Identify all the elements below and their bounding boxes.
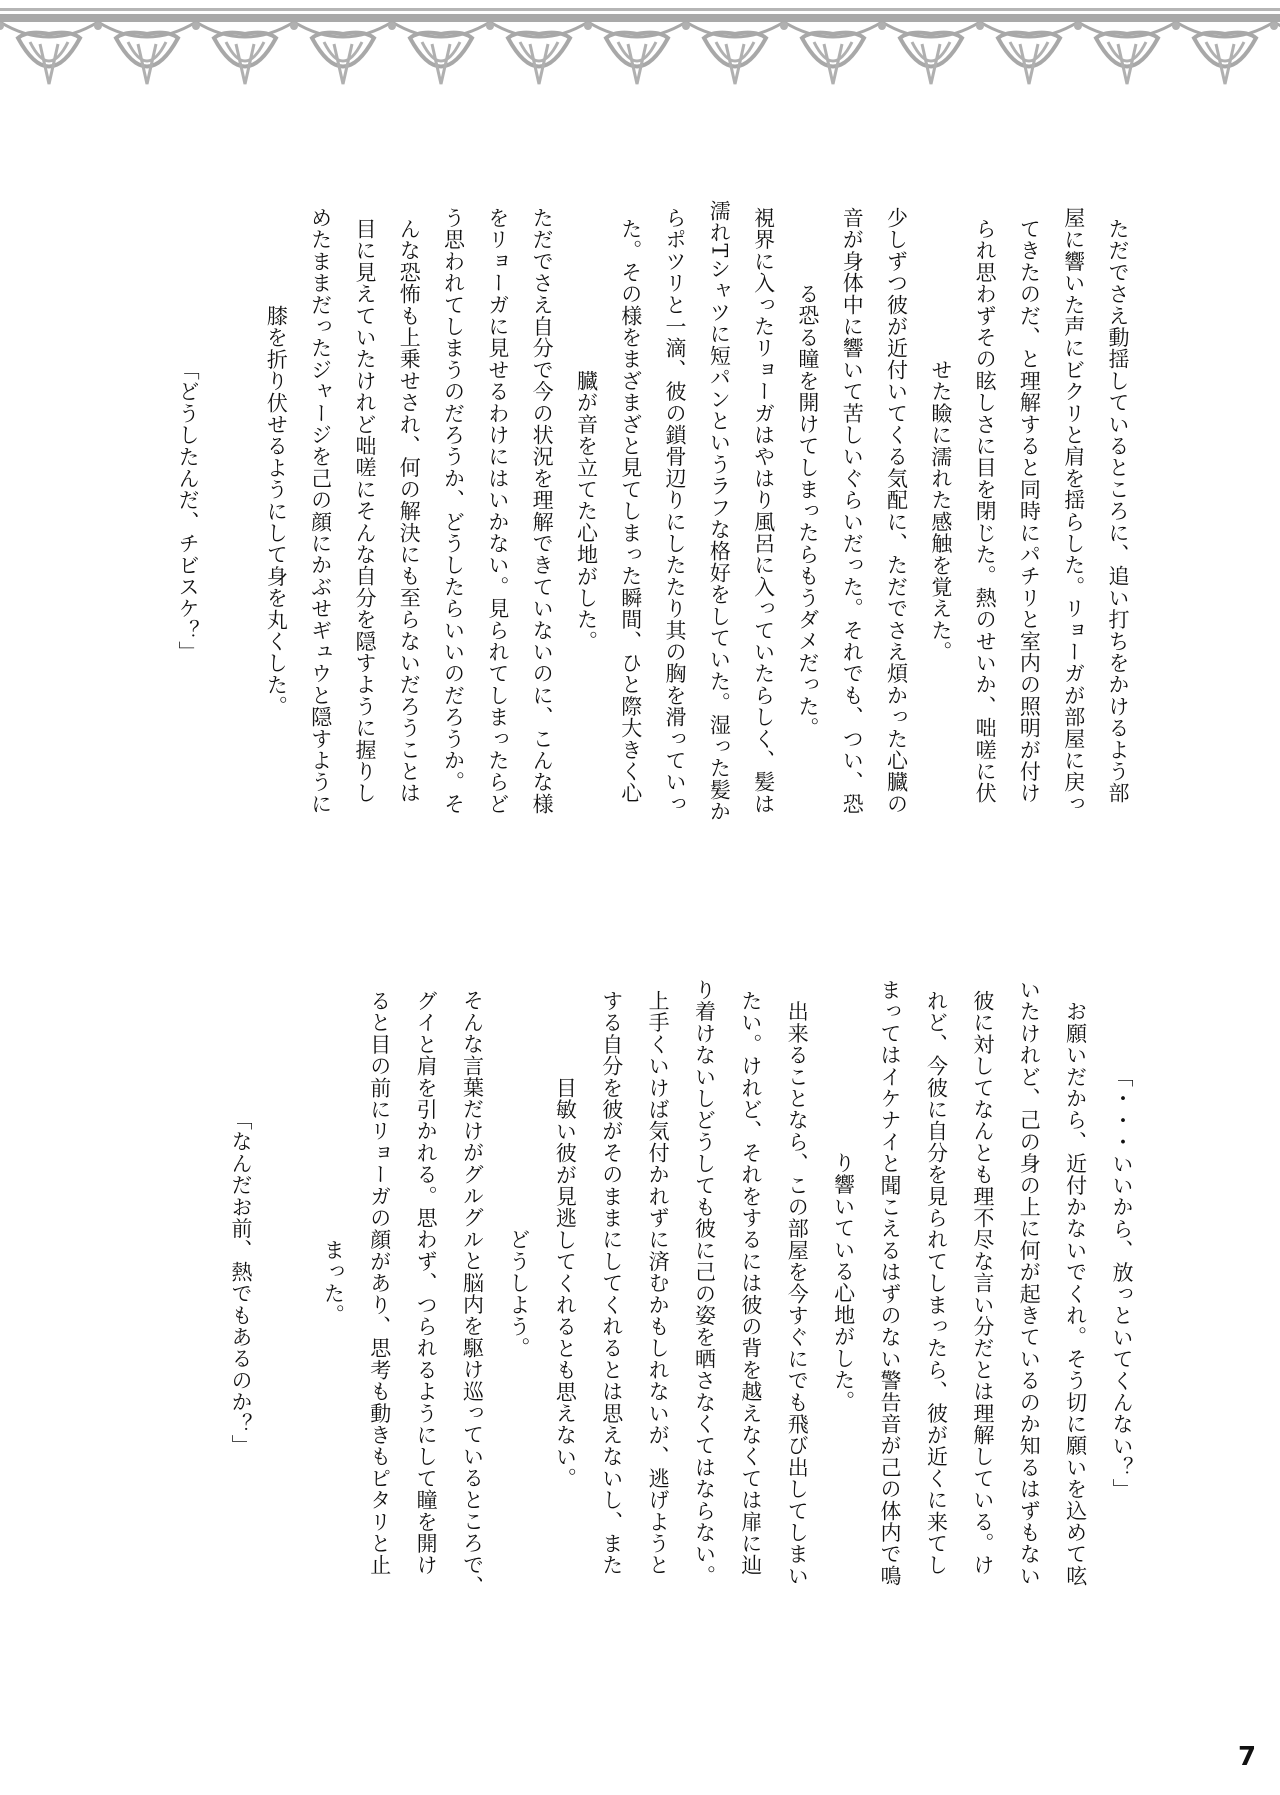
- text-column: らポツリと一滴、彼の鎖骨辺りにしたたり其の胸を滑っていっ: [663, 207, 688, 815]
- text-column: いたけれど、己の身の上に何が起きているのか知るはずもない: [1017, 978, 1042, 1587]
- text-column: 彼に対してなんとも理不尽な言い分だとは理解している。け: [970, 989, 995, 1576]
- text-column: どうしよう。: [506, 1206, 531, 1359]
- text-column: 音が身体中に響いて苦しいぐらいだった。それでも、つい、恐: [840, 207, 865, 815]
- text-column: んな恐怖も上乗せされ、何の解決にも至らないだろうことは: [397, 218, 422, 805]
- text-column: 膝を折り伏せるようにして身を丸くした。: [264, 305, 289, 718]
- text-column: そんな言葉だけがグルグルと脳内を駆け巡っているところで、: [460, 968, 485, 1598]
- text-column: た。その様をまざまざと見てしまった瞬間、ひと際大きく心: [618, 218, 643, 805]
- text-column: 濡れTシャツに短パンというラフな格好をしていた。湿った髪か: [707, 200, 732, 823]
- text-column: 出来ることなら、この部屋を今すぐにでも飛び出してしまい: [785, 978, 810, 1587]
- text-column: 屋に響いた声にビクリと肩を揺らした。リョーガが部屋に戻っ: [1061, 207, 1086, 815]
- text-column: 臓が音を立てた心地がした。: [574, 370, 599, 653]
- text-column: グイと肩を引かれる。思わず、つられるようにして瞳を開け: [414, 989, 439, 1576]
- text-column: 目敏い彼が見逃してくれるとも思えない。: [553, 1076, 578, 1489]
- text-column: る恐る瞳を開けてしまったらもうダメだった。: [795, 283, 820, 739]
- text-column: をリョーガに見せるわけにはいかない。見られてしまったらど: [485, 207, 510, 815]
- text-column: り着けないしどうしても彼に己の姿を晒さなくてはならない。: [692, 978, 717, 1587]
- text-column: まってはイケナイと聞こえるはずのない警告音が己の体内で鳴: [878, 978, 903, 1587]
- page-number: 7: [1238, 1742, 1257, 1772]
- text-block-top: [154, 200, 1128, 822]
- text-column: 上手くいけば気付かれずに済むかもしれないが、逃げようと: [646, 989, 671, 1576]
- text-column: まった。: [321, 1239, 346, 1327]
- text-column: 視界に入ったリョーガはやはり風呂に入っていたらしく、髪は: [751, 207, 776, 815]
- text-column: せた瞼に濡れた感触を覚えた。: [928, 359, 953, 664]
- text-block-bottom: [205, 968, 1132, 1597]
- text-column: 「・・・いいから、放っといてくんない？」: [1110, 1065, 1134, 1500]
- text-column: う思われてしまうのだろうか、どうしたらいいのだろうか。そ: [441, 207, 466, 815]
- text-column: ただでさえ動揺しているところに、追い打ちをかけるよう部: [1106, 218, 1130, 805]
- text-column: する自分を彼がそのままにしてくれるとは思えないし、また: [599, 989, 624, 1576]
- text-column: られ思わずその眩しさに目を閉じた。熱のせいか、咄嗟に伏: [973, 218, 998, 805]
- text-column: たい。けれど、それをするには彼の背を越えなくては扉に辿: [738, 989, 763, 1576]
- text-column: 目に見えていたけれど咄嗟にそんな自分を隠すように握りし: [352, 218, 377, 805]
- text-column: ると目の前にリョーガの顔があり、思考も動きもピタリと止: [367, 989, 392, 1576]
- dialogue-line: 「どうしたんだ、チビスケ？」: [176, 359, 201, 664]
- text-column: めたままだったジャージを己の顔にかぶせギュウと隠すように: [308, 207, 333, 815]
- dialogue-line: 「なんだお前、熱でもあるのか？」: [228, 1109, 253, 1457]
- text-column: てきたのだ、と理解すると同時にパチリと室内の照明が付け: [1017, 218, 1042, 805]
- text-column: り響いている心地がした。: [831, 1152, 856, 1413]
- text-column: れど、今彼に自分を見られてしまったら、彼が近くに来てし: [924, 989, 949, 1576]
- text-column: ただでさえ自分で今の状況を理解できていないのに、こんな様: [530, 207, 555, 815]
- lace-border-decoration: [0, 0, 1280, 95]
- text-column: お願いだから、近付かないでくれ。そう切に願いを込めて呟: [1063, 978, 1088, 1587]
- text-column: 少しずつ彼が近付いてくる気配に、ただでさえ煩かった心臓の: [884, 207, 909, 815]
